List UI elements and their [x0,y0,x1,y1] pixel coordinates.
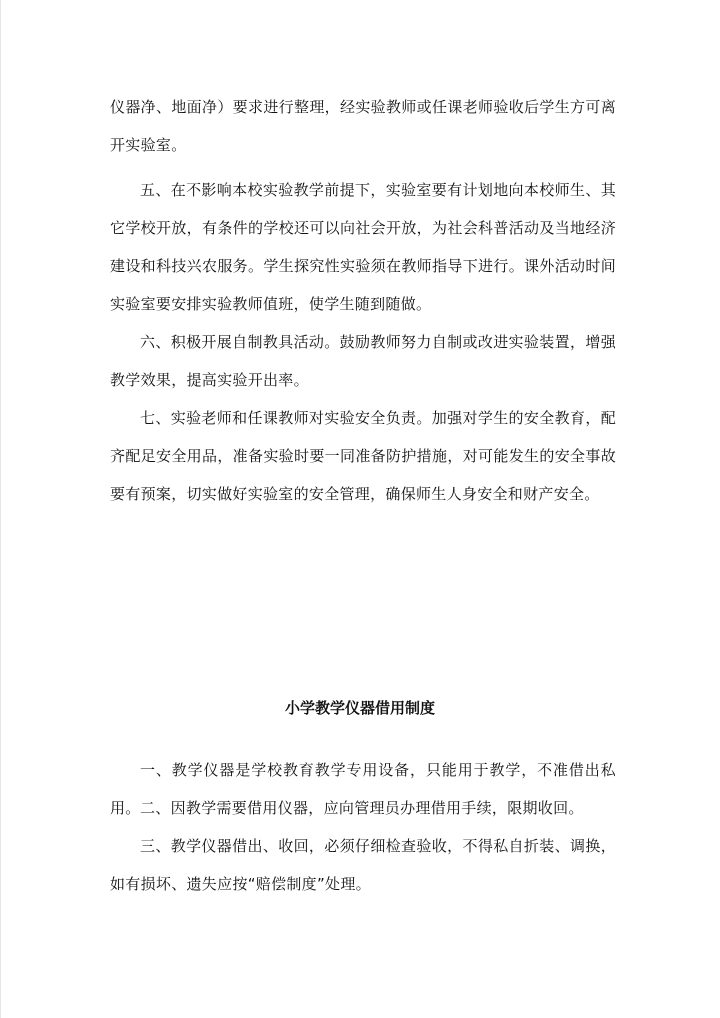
rule-item-2: 二、因教学需要借用仪器，应向管理员办理借用手续，限期收回。 [140,799,584,817]
section-title: 小学教学仪器借用制度 [284,699,435,717]
paragraph-item-7: 七、实验老师和任课教师对实验安全负责。加强对学生的安全教育，配齐配足安全用品，准备实验时要一同准备防护措施，对可能发生的安全事故要有预案，切实做好实验室的安全管理，确保师生人身安全和财产安全。 [110,409,616,503]
rule-item-1: 一、教学仪器是学校教育教学专用设备，只能用于教学，不准借出私用。 [110,761,616,817]
paragraph-continuation: 仪器净、地面净）要求进行整理，经实验教师或任课老师验收后学生方可离开实验室。 [110,98,616,154]
rule-item-3: 三、教学仪器借出、收回，必须仔细检查验收，不得私自折装、调换，如有损坏、遗失应按“赔偿制度”处理。 [110,837,616,893]
paragraph-item-5: 五、在不影响本校实验教学前提下，实验室要有计划地向本校师生、其它学校开放，有条件的学校还可以向社会开放，为社会科普活动及当地经济建设和科技兴农服务。学生探究性实验须在教师指导下进行。课外活动时间实验室要安排实验教师值班，使学生随到随做。 [110,181,616,313]
page-edge [0,0,1,1018]
paragraph-item-6: 六、积极开展自制教具活动。鼓励教师努力自制或改进实验装置，增强教学效果，提高实验开出率。 [110,333,616,389]
